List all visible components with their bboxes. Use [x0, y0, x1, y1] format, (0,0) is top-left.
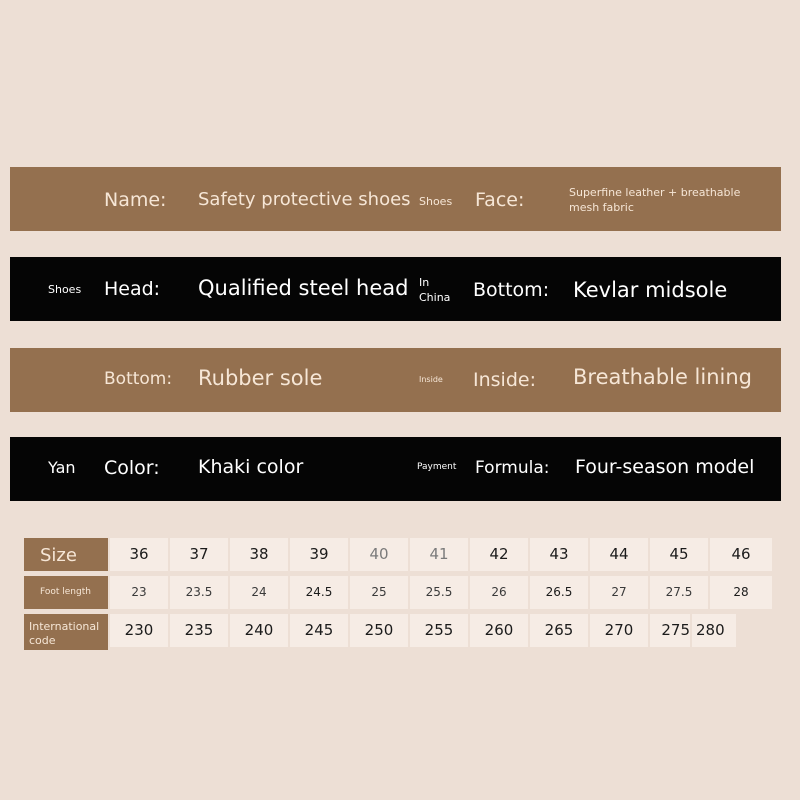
code-cell: 260 [470, 614, 528, 647]
spec-label-formula: Formula: [475, 458, 550, 478]
code-cell: 265 [530, 614, 588, 647]
spec-value-color: Khaki color [198, 456, 304, 478]
spec-row-head [10, 257, 781, 321]
foot-length-header: Foot length [24, 576, 108, 609]
spec-label-color: Color: [104, 457, 160, 479]
size-cell: 45 [650, 538, 708, 571]
spec-label-bottom: Bottom: [473, 279, 550, 301]
spec-value-sole: Rubber sole [198, 366, 323, 390]
code-cell: 255 [410, 614, 468, 647]
spec-row-color [10, 437, 781, 501]
size-cell: 39 [290, 538, 348, 571]
international-code-row [22, 614, 774, 649]
size-cell: 43 [530, 538, 588, 571]
size-cell: 37 [170, 538, 228, 571]
code-cell: 240 [230, 614, 288, 647]
spec-prefix-shoes: Shoes [48, 283, 82, 296]
code-cell: 270 [590, 614, 648, 647]
code-cell: 250 [350, 614, 408, 647]
spec-value-formula: Four-season model [575, 456, 755, 478]
size-cell: 42 [470, 538, 528, 571]
size-row [22, 538, 774, 573]
foot-length-cell: 23.5 [170, 576, 228, 609]
size-cell: 46 [710, 538, 772, 571]
size-cell: 44 [590, 538, 648, 571]
foot-length-cell: 27 [590, 576, 648, 609]
foot-length-cell: 24 [230, 576, 288, 609]
size-cell: 40 [350, 538, 408, 571]
size-cell: 41 [410, 538, 468, 571]
spec-row-name [10, 167, 781, 231]
foot-length-cell: 25 [350, 576, 408, 609]
spec-value-face: Superfine leather + breathable mesh fabric [569, 186, 741, 214]
spec-prefix-payment: Payment [417, 462, 457, 472]
code-cell: 235 [170, 614, 228, 647]
code-cell: 275 [650, 614, 690, 647]
spec-value-name: Safety protective shoes [198, 189, 411, 210]
spec-label-face: Face: [475, 189, 525, 211]
spec-label-name: Name: [104, 189, 167, 211]
size-header: Size [24, 538, 108, 571]
code-cell: 280 [692, 614, 736, 647]
foot-length-cell: 27.5 [650, 576, 708, 609]
spec-prefix-in-china: In China [419, 276, 451, 304]
foot-length-cell: 25.5 [410, 576, 468, 609]
spec-value-head: Qualified steel head [198, 276, 409, 300]
spec-label-inside: Inside: [473, 369, 536, 391]
size-table [22, 538, 774, 650]
spec-prefix-shoes: Shoes [419, 195, 453, 208]
spec-label-bottom: Bottom: [104, 369, 173, 389]
international-code-header: International code [24, 614, 108, 650]
foot-length-cell: 28 [710, 576, 772, 609]
spec-value-lining: Breathable lining [573, 365, 752, 389]
foot-length-cell: 23 [110, 576, 168, 609]
foot-length-cell: 26 [470, 576, 528, 609]
spec-prefix-yan: Yan [48, 458, 76, 477]
spec-prefix-inside: Inside [419, 375, 443, 384]
size-cell: 38 [230, 538, 288, 571]
code-cell: 230 [110, 614, 168, 647]
code-cell: 245 [290, 614, 348, 647]
spec-label-head: Head: [104, 278, 161, 300]
foot-length-row [22, 576, 774, 611]
foot-length-cell: 26.5 [530, 576, 588, 609]
spec-value-bottom: Kevlar midsole [573, 278, 728, 302]
size-cell: 36 [110, 538, 168, 571]
spec-row-bottom [10, 348, 781, 412]
foot-length-cell: 24.5 [290, 576, 348, 609]
